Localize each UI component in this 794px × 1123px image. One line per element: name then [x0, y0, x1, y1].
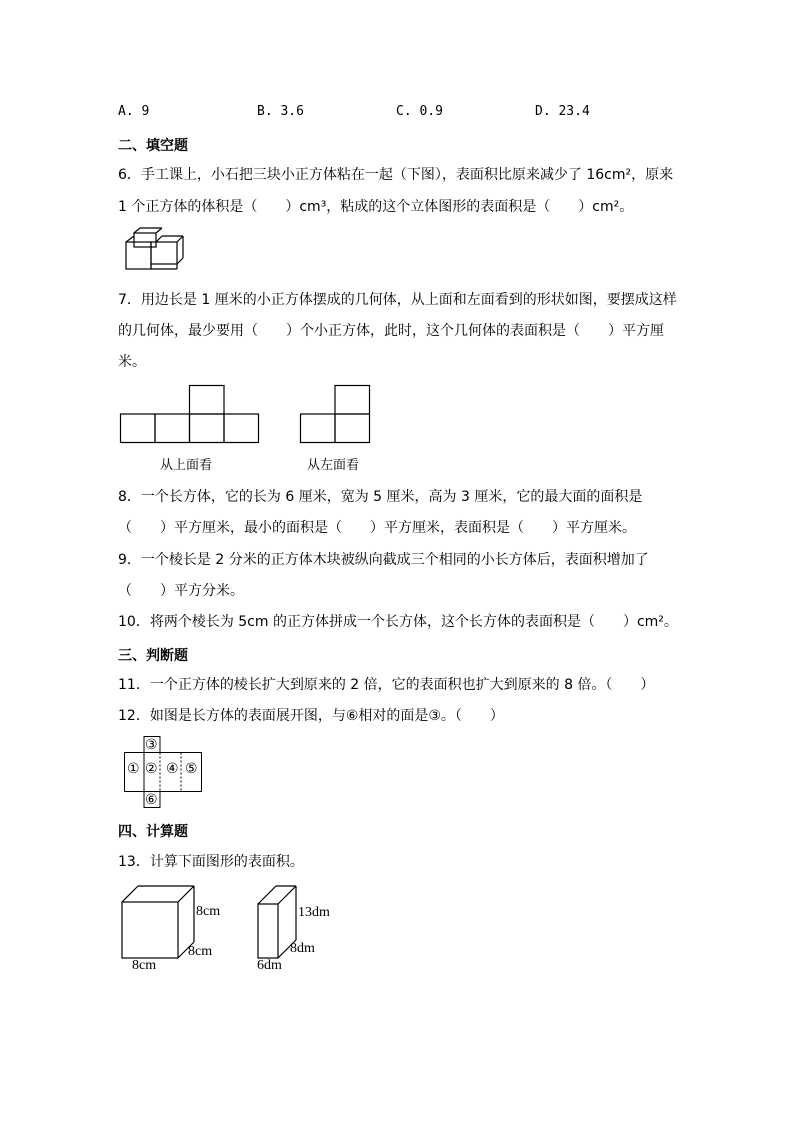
prism-height-label: 13dm [298, 905, 330, 920]
q7-left-view-label: 从左面看 [307, 458, 360, 473]
prism-width-label: 6dm [257, 958, 282, 973]
choice-a: A. 9 [118, 104, 150, 119]
q6-line2: 1 个正方体的体积是（ ）cm³，粘成的这个立体图形的表面积是（ ）cm²。 [118, 199, 634, 215]
choice-c: C. 0.9 [396, 104, 443, 119]
net-face-3: ③ [145, 737, 158, 753]
q9-line1: 9．一个棱长是 2 分米的正方体木块被纵向截成三个相同的小长方体后，表面积增加了 [118, 552, 649, 568]
section-calc-title: 四、计算题 [118, 824, 188, 840]
q8-line1: 8．一个长方体，它的长为 6 厘米，宽为 5 厘米，高为 3 厘米，它的最大面的面积是 [118, 489, 643, 505]
cube-width-label: 8cm [132, 958, 157, 973]
q11-text: 11．一个正方体的棱长扩大到原来的 2 倍，它的表面积也扩大到原来的 8 倍。（ ） [118, 677, 655, 693]
q12-text: 12．如图是长方体的表面展开图，与⑥相对的面是③。（ ） [118, 708, 504, 724]
q7-top-view-label: 从上面看 [160, 458, 213, 473]
cube-depth-label: 8cm [188, 944, 213, 959]
cube-edge-label: 8cm [196, 904, 221, 919]
q7-line1: 7．用边长是 1 厘米的小正方体摆成的几何体，从上面和左面看到的形状如图，要摆成这样 [118, 292, 677, 308]
net-face-4: ④ [166, 761, 179, 777]
q13-text: 13．计算下面图形的表面积。 [118, 854, 304, 870]
prism-depth-label: 8dm [290, 941, 315, 956]
choice-b: B. 3.6 [257, 104, 304, 119]
q9-line2: （ ）平方分米。 [118, 583, 244, 599]
q7-line2: 的几何体，最少要用（ ）个小正方体，此时，这个几何体的表面积是（ ）平方厘 [118, 323, 664, 339]
net-face-5: ⑤ [185, 761, 198, 777]
q6-cubes-figure [120, 228, 190, 276]
q7-line3: 米。 [118, 354, 146, 370]
net-face-6: ⑥ [145, 792, 158, 808]
q10-text: 10．将两个棱长为 5cm 的正方体拼成一个长方体，这个长方体的表面积是（ ）cm²。 [118, 614, 678, 630]
q7-top-view-figure [120, 385, 260, 445]
q8-line2: （ ）平方厘米，最小的面积是（ ）平方厘米，表面积是（ ）平方厘米。 [118, 520, 636, 536]
choice-d: D. 23.4 [535, 104, 590, 119]
net-face-1: ① [127, 761, 140, 777]
section-fill-title: 二、填空题 [118, 138, 188, 154]
q7-left-view-figure [300, 385, 372, 445]
net-face-2: ② [145, 761, 158, 777]
section-judge-title: 三、判断题 [118, 648, 188, 664]
q6-line1: 6．手工课上，小石把三块小正方体粘在一起（下图），表面积比原来减少了 16cm²，原来 [118, 167, 674, 183]
